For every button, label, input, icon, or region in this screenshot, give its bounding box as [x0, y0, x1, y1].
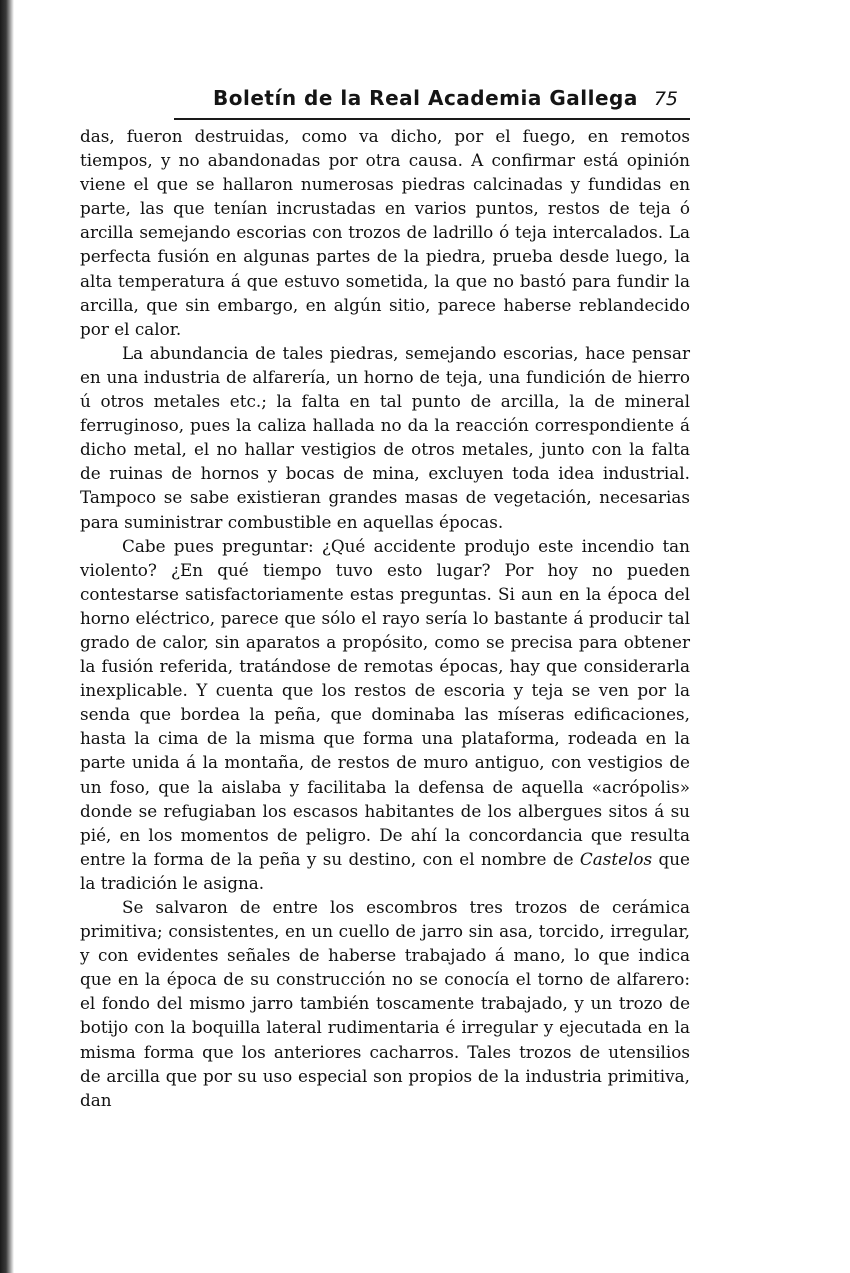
paragraph-3	[80, 534, 690, 895]
paragraph-1: das, fueron destruidas, como va dicho, por el fuego, en remotos tiempos, y no abandonadas por otra causa. A confirmar está opinión viene el que se hallaron numerosas piedras calcinadas y fundidas en parte, las que tenían incrustadas en varios puntos, restos de teja ó arcilla semejando escorias con trozos de ladrillo ó teja intercalados. La perfecta fusión en algunas partes de la piedra, prueba desde luego, la alta temperatura á que estuvo sometida, la que no bastó para fundir la arcilla, que sin embargo, en algún sitio, parece haberse reblandecido por el calor.	[80, 126, 690, 339]
page-number: 75	[653, 88, 678, 110]
journal-title: Boletín de la Real Academia Gallega	[213, 86, 638, 110]
paragraph-2: La abundancia de tales piedras, semejando escorias, hace pensar en una industria de alfarería, un horno de teja, una fundición de hierro ú otros metales etc.; la falta en tal punto de arcilla, la de mineral ferruginoso, pues la caliza hallada no da la reacción correspondiente á dicho metal, el no hallar vestigios de otros metales, junto con la falta de ruinas de hornos y bocas de mina, excluyen toda idea industrial. Tampoco se sabe existieran grandes masas de vegetación, necesarias para suministrar combustible en aquellas épocas.	[80, 342, 690, 532]
body-text	[80, 124, 690, 1112]
paragraph-3-tail: que la tradición le asigna.	[80, 848, 690, 893]
paragraph-3-text: Cabe pues preguntar: ¿Qué accidente produjo este incendio tan violento? ¿En qué tiempo tuvo esto lugar? Por hoy no pueden contestarse satisfactoriamente estas preguntas. Si aun en la época del horno eléctrico, parece que sólo el rayo sería lo bastante á producir tal grado de calor, sin aparatos a propósito, como se precisa para obtener la fusión referida, tratándose de remotas épocas, hay que considerarla inexplicable. Y cuenta que los restos de escoria y teja se ven por la senda que bordea la peña, que dominaba las míseras edificaciones, hasta la cima de la misma que forma una plataforma, rodeada en la parte unida á la montaña, de restos de muro antiguo, con vestigios de un foso, que la aislaba y facilitaba la defensa de aquella «acrópolis» donde se refugiaban los escasos habitantes de los albergues sitos á su pié, en los momentos de peligro. De ahí la concordancia que resulta entre la forma de la peña y su destino, con el nombre de	[80, 535, 690, 869]
scan-binding-edge	[0, 0, 14, 1273]
emphasis-castelos: Castelos	[579, 848, 653, 869]
header-rule	[174, 118, 690, 120]
running-header	[80, 86, 690, 116]
paragraph-4: Se salvaron de entre los escombros tres trozos de cerámica primitiva; consistentes, en un cuello de jarro sin asa, torcido, irregular, y con evidentes señales de haberse trabajado á mano, lo que indica que en la época de su construcción no se conocía el torno de alfarero: el fondo del mismo jarro también toscamente trabajado, y un trozo de botijo con la boquilla lateral rudimentaria é irregular y ejecutada en la misma forma que los anteriores cacharros. Tales trozos de utensilios de arcilla que por su uso especial son propios de la industria primitiva, dan	[80, 897, 690, 1110]
document-page	[80, 86, 690, 1112]
